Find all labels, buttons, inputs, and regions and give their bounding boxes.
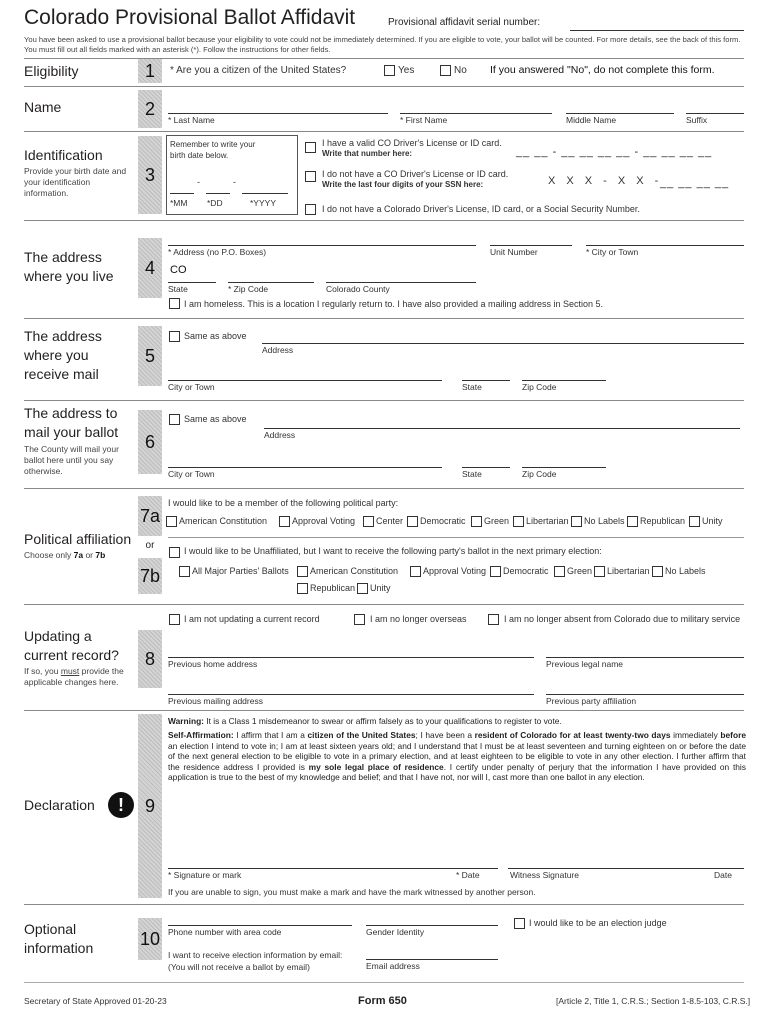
footer-citation: [Article 2, Title 1, C.R.S.; Section 1-8.5-103, C.R.S.] <box>556 996 751 1006</box>
self-affirmation-text: Self-Affirmation: I affirm that I am a citizen of the United States; I have been a resident of Colorado for at least twenty-two days immediately before an election I intend to vote in; I am at least sixteen years old; and I understand that I must be at least seventeen and turning eighteen on or before the date of the next general election to be eligible to vote in a primary election, and at least eighteen to be eligible to vote in any other election. I further affirm that the residence address I provided is my sole legal place of residence. I certify under penalty of perjury that the information I have provided on this application is true to the best of my knowledge and belief; and that I have not, nor will I, cast more than one ballot in any election. <box>168 730 746 782</box>
prev-mail-label: Previous mailing address <box>168 696 263 706</box>
update-desc: If so, you must provide the applicable changes here. <box>24 666 124 687</box>
residence-state-value: CO <box>170 264 187 276</box>
unaffiliated-checkbox[interactable] <box>169 547 180 558</box>
party-a-option-checkbox[interactable] <box>279 516 290 527</box>
serial-label: Provisional affidavit serial number: <box>388 17 541 28</box>
eligibility-title: Eligibility <box>24 63 79 79</box>
party-b-option-checkbox[interactable] <box>297 566 308 577</box>
section-number-8: 8 <box>138 630 162 688</box>
ballot-same-label: Same as above <box>184 414 247 424</box>
birth-year-label: *YYYY <box>250 198 276 208</box>
residence-title: The address where you live <box>24 249 114 284</box>
phone-label: Phone number with area code <box>168 927 282 937</box>
party-b-option-checkbox[interactable] <box>594 566 605 577</box>
mail-state-label: State <box>462 382 482 392</box>
serial-number-field[interactable] <box>570 30 744 31</box>
optional-title: Optional information <box>24 921 94 956</box>
party-a-option-label: Unity <box>702 516 723 526</box>
election-judge-label: I would like to be an election judge <box>529 918 667 928</box>
party-a-option-label: American Constitution <box>179 516 268 526</box>
party-b-option-checkbox[interactable] <box>490 566 501 577</box>
id-none-label: I do not have a Colorado Driver's License, ID card, or a Social Security Number. <box>322 204 640 214</box>
last-name-label: * Last Name <box>168 115 215 125</box>
party-b-option-label: Democratic <box>503 566 549 576</box>
footer-approved: Secretary of State Approved 01-20-23 <box>24 996 167 1006</box>
middle-name-label: Middle Name <box>566 115 617 125</box>
party-a-option-checkbox[interactable] <box>689 516 700 527</box>
birthdate-reminder: Remember to write your birth date below. <box>170 140 256 160</box>
section-or: or <box>145 540 155 551</box>
party-b-option-checkbox[interactable] <box>179 566 190 577</box>
license-number-field[interactable]: __ __ - __ __ __ __ - __ __ __ __ <box>516 146 713 158</box>
party-b-option-label: All Major Parties' Ballots <box>192 566 289 576</box>
party-b-option-label: Green <box>567 566 593 576</box>
no-longer-overseas-label: I am no longer overseas <box>370 614 467 624</box>
mail-city-label: City or Town <box>168 382 215 392</box>
witness-label: Witness Signature <box>510 870 579 880</box>
no-longer-military-checkbox[interactable] <box>488 614 499 625</box>
residence-address-label: * Address (no P.O. Boxes) <box>168 247 267 257</box>
ssn-mask: X X X - X X - <box>548 175 663 187</box>
ballot-same-checkbox[interactable] <box>169 414 180 425</box>
party-b-option-label: Unity <box>370 583 391 593</box>
section-number-6: 6 <box>138 410 162 474</box>
citizen-question: * Are you a citizen of the United States? <box>170 65 347 76</box>
party-a-option-label: Democratic <box>420 516 466 526</box>
party-a-option-label: No Labels <box>584 516 625 526</box>
suffix-label: Suffix <box>686 115 708 125</box>
section-number-9: 9 <box>138 714 162 898</box>
email-opt-in-note: (You will not receive a ballot by email) <box>168 962 310 972</box>
party-a-option-checkbox[interactable] <box>471 516 482 527</box>
party-b-option-label: No Labels <box>665 566 706 576</box>
footer-form-number: Form 650 <box>358 995 407 1007</box>
first-name-label: * First Name <box>400 115 448 125</box>
id-ssn-checkbox[interactable] <box>305 171 316 182</box>
email-opt-in-label: I want to receive election information by email: <box>168 950 343 960</box>
section-number-5: 5 <box>138 326 162 386</box>
ballot-address-label: Address <box>264 430 296 440</box>
unable-to-sign-note: If you are unable to sign, you must make a mark and have the mark witnessed by another person. <box>168 887 536 897</box>
party-a-option-checkbox[interactable] <box>166 516 177 527</box>
citizen-no-checkbox[interactable] <box>440 65 451 76</box>
party-a-option-label: Republican <box>640 516 686 526</box>
identification-desc: Provide your birth date and your identification information. <box>24 166 127 198</box>
no-longer-military-label: I am no longer absent from Colorado due to military service <box>504 614 741 624</box>
prev-party-label: Previous party affiliation <box>546 696 637 706</box>
citizen-yes-label: Yes <box>398 65 415 76</box>
party-b-option-checkbox[interactable] <box>297 583 308 594</box>
section-number-7a: 7a <box>138 496 162 536</box>
party-a-option-label: Center <box>376 516 404 526</box>
birth-day-label: *DD <box>207 198 223 208</box>
birth-month-label: *MM <box>170 198 188 208</box>
party-b-option-label: Republican <box>310 583 356 593</box>
party-desc: Choose only 7a or 7b <box>24 550 106 560</box>
signature-line[interactable] <box>168 868 498 869</box>
citizen-note: If you answered "No", do not complete this form. <box>490 64 715 76</box>
election-judge-checkbox[interactable] <box>514 918 525 929</box>
section-number-10: 10 <box>138 918 162 960</box>
party-a-option-checkbox[interactable] <box>363 516 374 527</box>
party-a-option-label: Approval Voting <box>292 516 356 526</box>
email-label: Email address <box>366 961 420 971</box>
party-b-option-checkbox[interactable] <box>652 566 663 577</box>
prev-home-label: Previous home address <box>168 659 258 669</box>
name-title: Name <box>24 99 62 115</box>
party-a-option-checkbox[interactable] <box>407 516 418 527</box>
party-title: Political affiliation <box>24 531 132 547</box>
not-updating-label: I am not updating a current record <box>184 614 320 624</box>
witness-line[interactable] <box>508 868 744 869</box>
ballot-state-label: State <box>462 469 482 479</box>
residence-city-label: * City or Town <box>586 247 639 257</box>
party-a-option-checkbox[interactable] <box>513 516 524 527</box>
ssn-last-four-field[interactable]: __ __ __ __ <box>660 177 730 189</box>
signature-date-label: * Date <box>456 870 480 880</box>
mail-same-checkbox[interactable] <box>169 331 180 342</box>
party-member-label: I would like to be a member of the following political party: <box>168 498 399 508</box>
party-b-option-label: American Constitution <box>310 566 399 576</box>
id-ssn-label: I do not have a CO Driver's License or ID card. <box>322 169 509 179</box>
ballot-zip-label: Zip Code <box>522 469 557 479</box>
party-a-option-checkbox[interactable] <box>571 516 582 527</box>
section-number-2: 2 <box>138 90 162 128</box>
citizen-no-label: No <box>454 65 467 76</box>
homeless-label: I am homeless. This is a location I regularly return to. I have also provided a mailing address in Section 5. <box>184 299 604 309</box>
not-updating-checkbox[interactable] <box>169 614 180 625</box>
section-number-4: 4 <box>138 238 162 298</box>
declaration-title: Declaration <box>24 797 95 813</box>
ballot-city-label: City or Town <box>168 469 215 479</box>
mail-same-label: Same as above <box>184 331 247 341</box>
party-b-option-checkbox[interactable] <box>357 583 368 594</box>
unaffiliated-label: I would like to be Unaffiliated, but I want to receive the following party's ballot in the next primary election: <box>184 546 602 556</box>
party-b-option-label: Libertarian <box>607 566 650 576</box>
intro-text: You have been asked to use a provisional ballot because your eligibility to vote could not be immediately determined. If you are eligible to vote, your ballot will be counted. For more details, see the back of this form. You must fill out all fields marked with an asterisk (*). Follow the instructions for other fields. <box>24 35 741 54</box>
ballot-address-title: The address to mail your ballot <box>24 405 119 440</box>
section-number-1: 1 <box>138 59 162 83</box>
residence-zip-label: * Zip Code <box>228 284 269 294</box>
ballot-address-desc: The County will mail your ballot here until you say otherwise. <box>24 444 119 476</box>
mailing-title: The address where you receive mail <box>24 328 102 382</box>
mail-address-label: Address <box>262 345 294 355</box>
party-b-option-label: Approval Voting <box>423 566 487 576</box>
identification-title: Identification <box>24 147 103 163</box>
mail-zip-label: Zip Code <box>522 382 557 392</box>
citizen-yes-checkbox[interactable] <box>384 65 395 76</box>
no-longer-overseas-checkbox[interactable] <box>354 614 365 625</box>
section-number-7b: 7b <box>138 558 162 594</box>
residence-county-label: Colorado County <box>326 284 390 294</box>
residence-state-label: State <box>168 284 188 294</box>
party-a-option-checkbox[interactable] <box>627 516 638 527</box>
residence-unit-label: Unit Number <box>490 247 538 257</box>
party-b-option-checkbox[interactable] <box>554 566 565 577</box>
party-a-option-label: Green <box>484 516 510 526</box>
party-b-option-checkbox[interactable] <box>410 566 421 577</box>
gender-label: Gender Identity <box>366 927 425 937</box>
witness-date-label: Date <box>714 870 732 880</box>
id-license-number-label: Write that number here: <box>322 149 413 158</box>
id-ssn-digits-label: Write the last four digits of your SSN here: <box>322 180 484 189</box>
party-a-option-label: Libertarian <box>526 516 569 526</box>
section-number-3: 3 <box>138 136 162 214</box>
homeless-checkbox[interactable] <box>169 298 180 309</box>
form-title: Colorado Provisional Ballot Affidavit <box>24 6 356 29</box>
warning-icon: ! <box>108 792 134 818</box>
id-license-checkbox[interactable] <box>305 142 316 153</box>
prev-name-label: Previous legal name <box>546 659 624 669</box>
signature-label: * Signature or mark <box>168 870 242 880</box>
id-none-checkbox[interactable] <box>305 204 316 215</box>
id-license-label: I have a valid CO Driver's License or ID card. <box>322 138 502 148</box>
update-title: Updating a current record? <box>24 628 119 663</box>
warning-text: Warning: It is a Class 1 misdemeanor to swear or affirm falsely as to your qualifications to register to vote. <box>168 716 562 726</box>
